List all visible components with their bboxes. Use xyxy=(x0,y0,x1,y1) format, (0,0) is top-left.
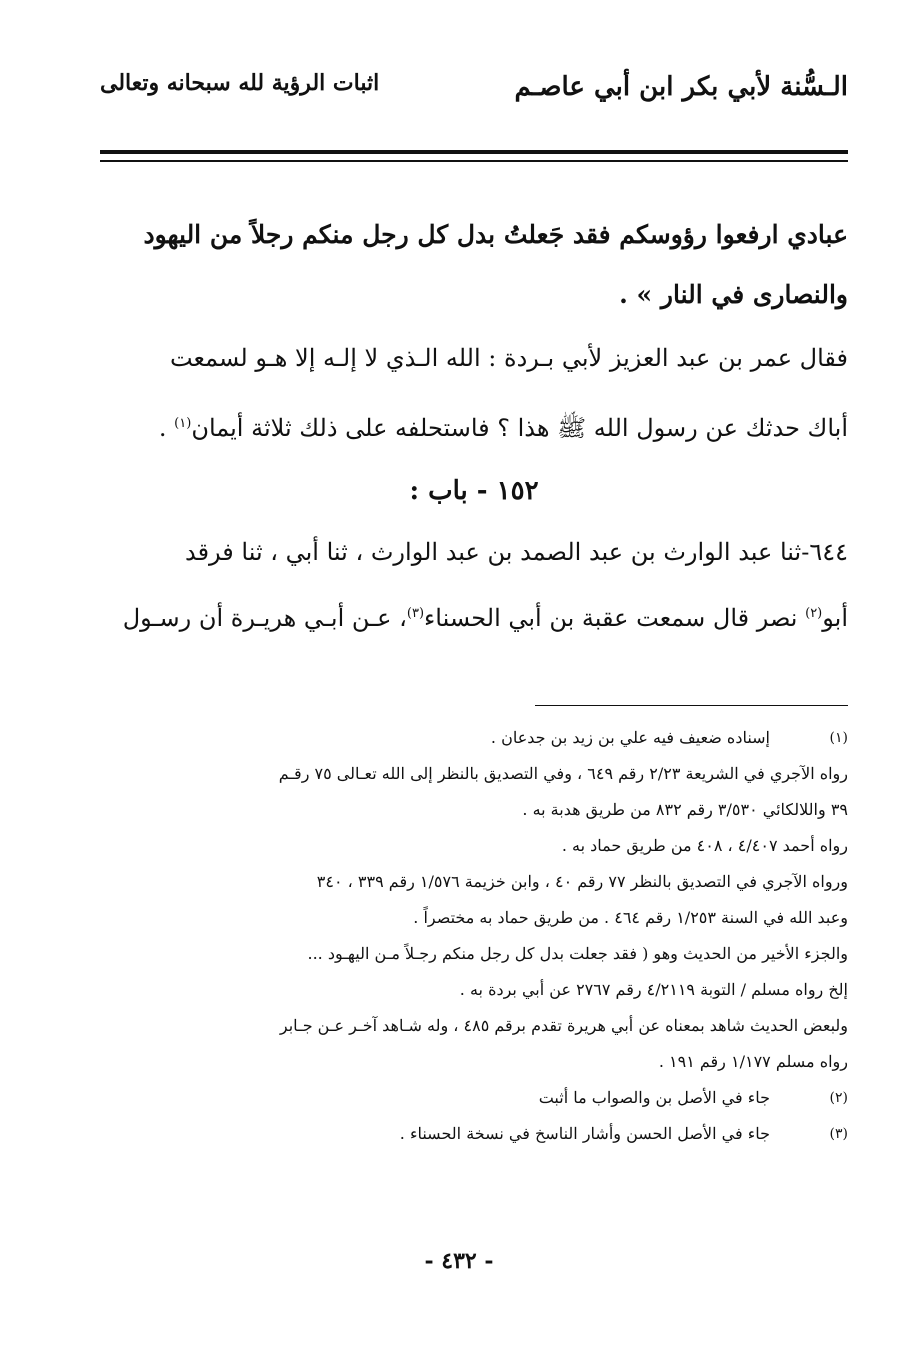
text-line xyxy=(100,583,848,649)
text-segment: أبو xyxy=(822,604,848,632)
text-line xyxy=(100,391,848,461)
text-segment: ، عـن أبـي هريـرة أن رسـول xyxy=(122,604,407,632)
footnote-line: رواه مسلم ١/١٧٧ رقم ١٩١ . xyxy=(658,1052,848,1071)
footnote-text: إسناده ضعيف فيه علي بن زيد بن جدعان . xyxy=(490,728,770,747)
page-number: - ٤٣٢ - xyxy=(424,1248,494,1274)
footnote-number: (٢) xyxy=(829,1090,848,1106)
footnote xyxy=(100,720,848,756)
footnote-line: رواه أحمد ٤/٤٠٧ ، ٤٠٨ من طريق حماد به . xyxy=(561,836,848,855)
text-segment: نصر قال سمعت عقبة بن أبي الحسناء xyxy=(424,604,798,632)
footnote-ref: (٣) xyxy=(406,606,425,621)
main-text xyxy=(100,205,848,649)
footnote xyxy=(100,1080,848,1116)
text-line: والنصارى في النار » . xyxy=(619,280,848,309)
footnote-line: ولبعض الحديث شاهد بمعناه عن أبي هريرة تقدم برقم ٤٨٥ ، وله شـاهد آخـر عـن جـابر xyxy=(279,1016,848,1035)
footnote-line: ورواه الآجري في التصديق بالنظر ٧٧ رقم ٤٠ ، وابن خزيمة ١/٥٧٦ رقم ٣٣٩ ، ٣٤٠ xyxy=(316,872,848,891)
footnotes xyxy=(100,720,848,1152)
footnote-line: إلخ رواه مسلم / التوبة ٤/٢١١٩ رقم ٢٧٦٧ عن أبي بردة به . xyxy=(459,980,848,999)
footnote xyxy=(100,1116,848,1152)
footnote-number: (٣) xyxy=(829,1126,848,1142)
footnote-rule xyxy=(535,705,848,706)
footnote-ref: (١) xyxy=(174,416,192,431)
header-rule-thin xyxy=(100,160,848,162)
book-title: الـسُّنة لأبي بكر ابن أبي عاصـم xyxy=(514,72,848,102)
footnote-line: وعبد الله في السنة ١/٢٥٣ رقم ٤٦٤ . من طريق حماد به مختصراً . xyxy=(413,908,848,927)
chapter-heading: ١٥٢ - باب : xyxy=(409,476,539,506)
footnote-text: جاء في الأصل الحسن وأشار الناسخ في نسخة الحسناء . xyxy=(399,1124,770,1143)
text-line: عبادي ارفعوا رؤوسكم فقد جَعلتُ بدل كل رجل منكم رجلاً من اليهود xyxy=(143,220,848,249)
text-line: ٦٤٤-ثنا عبد الوارث بن عبد الصمد بن عبد الوارث ، ثنا أبي ، ثنا فرقد xyxy=(184,538,848,566)
footnote-line: رواه الآجري في الشريعة ٢/٢٣ رقم ٦٤٩ ، وفي التصديق بالنظر إلى الله تعـالى ٧٥ رقـم xyxy=(278,764,848,783)
footnote-ref: (٢) xyxy=(805,606,823,621)
footnote-line: والجزء الأخير من الحديث وهو ( فقد جعلت بدل كل رجل منكم رجـلاً مـن اليهـود ... xyxy=(307,944,848,963)
running-header xyxy=(100,70,848,120)
text-segment: أباك حدثك عن رسول الله ﷺ هذا ؟ فاستحلفه على ذلك ثلاثة أيمان xyxy=(191,414,848,442)
header-rule-thick xyxy=(100,150,848,154)
text-line: فقال عمر بن عبد العزيز لأبي بـردة : الله الـذي لا إلـه إلا هـو لسمعت xyxy=(169,344,848,372)
footnote-number: (١) xyxy=(829,730,848,746)
footnote-line: ٣٩ واللالكائي ٣/٥٣٠ رقم ٨٣٢ من طريق هدبة به . xyxy=(522,800,848,819)
chapter-title: اثبات الرؤية لله سبحانه وتعالى xyxy=(100,70,380,96)
text-segment: . xyxy=(158,414,175,442)
footnote-text: جاء في الأصل بن والصواب ما أثبت xyxy=(538,1088,770,1107)
